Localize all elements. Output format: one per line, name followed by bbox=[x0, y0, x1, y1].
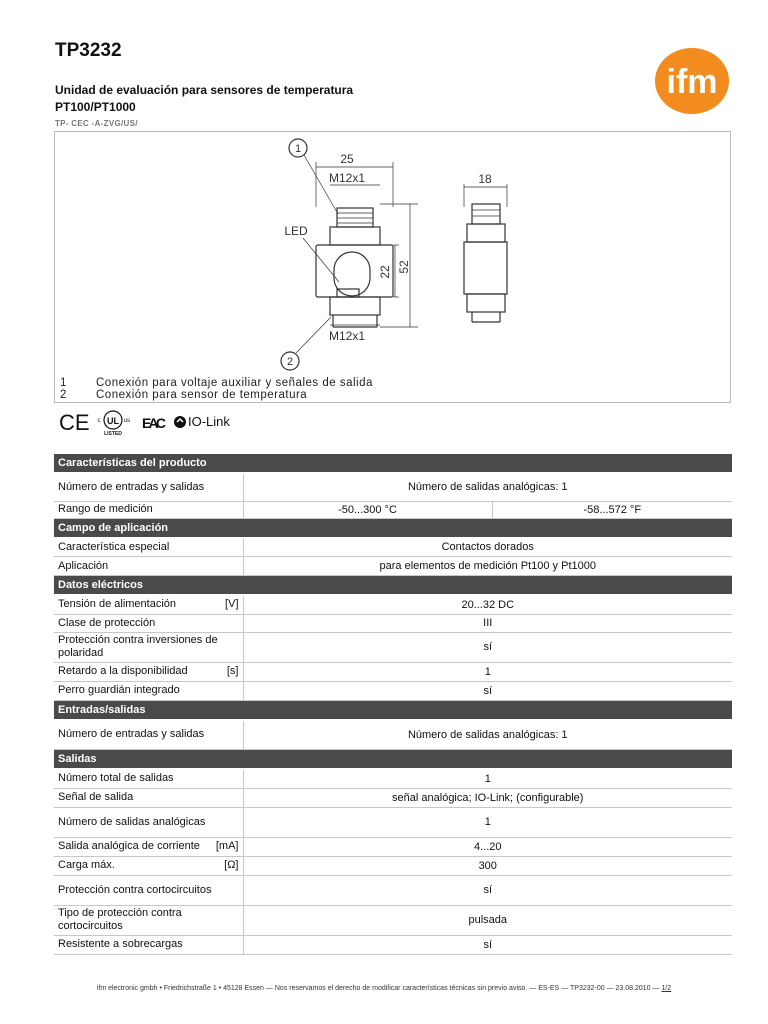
spec-label: Retardo a la disponibilidad bbox=[58, 665, 188, 677]
callout-2-label: 2 bbox=[286, 356, 294, 368]
spec-label: Protección contra inversiones de polaridad bbox=[58, 634, 218, 659]
legend-text: Conexión para voltaje auxiliar y señales de salida bbox=[96, 377, 373, 389]
legend-text: Conexión para sensor de temperatura bbox=[96, 389, 308, 401]
spec-row bbox=[54, 769, 732, 788]
dimension-drawing-box bbox=[54, 131, 731, 403]
svg-text:us: us bbox=[123, 418, 131, 424]
led-label: LED bbox=[284, 224, 308, 238]
spec-value: Contactos dorados bbox=[243, 538, 732, 557]
svg-text:CE: CE bbox=[59, 410, 90, 435]
spec-unit: [Ω] bbox=[224, 859, 239, 871]
spec-value: 4...20 bbox=[243, 837, 732, 856]
spec-label-cell bbox=[54, 788, 243, 807]
spec-label-cell bbox=[54, 837, 243, 856]
spec-label: Característica especial bbox=[58, 540, 170, 553]
spec-label: Aplicación bbox=[58, 559, 109, 572]
spec-label: Tensión de alimentación bbox=[58, 598, 177, 611]
specifications-table bbox=[54, 454, 732, 955]
spec-unit: [mA] bbox=[215, 840, 239, 852]
spec-label-cell bbox=[54, 473, 243, 501]
dim-25: 25 bbox=[340, 152, 354, 166]
dimension-drawing bbox=[55, 132, 732, 404]
spec-unit: [V] bbox=[225, 598, 239, 611]
spec-row bbox=[54, 662, 732, 681]
spec-label: Clase de protección bbox=[58, 616, 156, 629]
dim-22: 22 bbox=[378, 265, 392, 279]
io-link-icon bbox=[172, 409, 244, 435]
spec-value: señal analógica; IO-Link; (configurable) bbox=[243, 788, 732, 807]
spec-row bbox=[54, 905, 732, 935]
spec-value-alt: -58...572 °F bbox=[492, 501, 732, 518]
section-title: Campo de aplicación bbox=[54, 518, 732, 538]
spec-value: pulsada bbox=[243, 905, 732, 935]
spec-value: sí bbox=[243, 632, 732, 662]
svg-text:IO-Link: IO-Link bbox=[188, 414, 230, 429]
dim-m12-top: M12x1 bbox=[328, 171, 366, 185]
spec-row bbox=[54, 632, 732, 662]
section-title: Entradas/salidas bbox=[54, 700, 732, 720]
spec-label: Salida analógica de corriente bbox=[58, 840, 200, 852]
spec-row bbox=[54, 681, 732, 700]
spec-label-cell bbox=[54, 501, 243, 518]
spec-label-cell bbox=[54, 905, 243, 935]
spec-row bbox=[54, 788, 732, 807]
section-header bbox=[54, 700, 732, 720]
spec-row bbox=[54, 807, 732, 837]
legend-item-1 bbox=[60, 377, 373, 389]
spec-row bbox=[54, 856, 732, 875]
svg-text:UL: UL bbox=[107, 416, 119, 426]
dim-18: 18 bbox=[478, 172, 492, 186]
spec-row bbox=[54, 837, 732, 856]
spec-value: para elementos de medición Pt100 y Pt1000 bbox=[243, 557, 732, 576]
spec-row bbox=[54, 557, 732, 576]
spec-value: 300 bbox=[243, 856, 732, 875]
spec-label-cell bbox=[54, 538, 243, 557]
spec-label: Resistente a sobrecargas bbox=[58, 938, 183, 950]
spec-label: Protección contra cortocircuitos bbox=[58, 883, 212, 896]
ifm-logo-icon bbox=[654, 47, 730, 115]
section-header bbox=[54, 518, 732, 538]
spec-label-cell bbox=[54, 807, 243, 837]
svg-text:LISTED: LISTED bbox=[104, 431, 122, 437]
ul-listed-icon bbox=[95, 409, 131, 437]
svg-text:c: c bbox=[97, 418, 101, 424]
spec-label-cell bbox=[54, 595, 243, 614]
spec-label-cell bbox=[54, 614, 243, 632]
spec-value: -50...300 °C bbox=[243, 501, 492, 518]
section-title: Características del producto bbox=[54, 454, 732, 473]
spec-label-cell bbox=[54, 632, 243, 662]
logo-text: ifm bbox=[666, 63, 718, 101]
spec-row bbox=[54, 538, 732, 557]
spec-label-cell bbox=[54, 662, 243, 681]
dim-m12-bottom: M12x1 bbox=[328, 329, 366, 343]
spec-value: sí bbox=[243, 681, 732, 700]
section-header bbox=[54, 576, 732, 596]
spec-value: 1 bbox=[243, 807, 732, 837]
page-footer bbox=[0, 985, 768, 992]
spec-label-cell bbox=[54, 935, 243, 954]
spec-row bbox=[54, 501, 732, 518]
ce-mark-icon bbox=[58, 409, 92, 435]
spec-label: Número de entradas y salidas bbox=[58, 728, 205, 741]
spec-value: 20...32 DC bbox=[243, 595, 732, 614]
spec-row bbox=[54, 473, 732, 501]
legend-num: 2 bbox=[60, 389, 67, 401]
spec-value: Número de salidas analógicas: 1 bbox=[243, 720, 732, 750]
spec-value: Número de salidas analógicas: 1 bbox=[243, 473, 732, 501]
spec-label-cell bbox=[54, 769, 243, 788]
spec-label-cell bbox=[54, 557, 243, 576]
svg-text:EAC: EAC bbox=[142, 415, 166, 431]
spec-label-cell bbox=[54, 720, 243, 750]
spec-label-cell bbox=[54, 681, 243, 700]
section-header bbox=[54, 750, 732, 770]
spec-label: Número de salidas analógicas bbox=[58, 815, 206, 828]
spec-row bbox=[54, 935, 732, 954]
spec-label: Número total de salidas bbox=[58, 772, 174, 785]
spec-value: sí bbox=[243, 935, 732, 954]
spec-value: 1 bbox=[243, 662, 732, 681]
section-title: Salidas bbox=[54, 750, 732, 770]
spec-unit: [s] bbox=[226, 665, 239, 677]
legend-num: 1 bbox=[60, 377, 67, 389]
spec-label: Tipo de protección contra cortocircuitos bbox=[58, 907, 182, 932]
product-code: TP- CEC -A-ZVG/US/ bbox=[55, 119, 138, 128]
dim-52: 52 bbox=[397, 260, 411, 274]
section-title: Datos eléctricos bbox=[54, 576, 732, 596]
page-title: TP3232 bbox=[55, 40, 122, 61]
spec-label: Carga máx. bbox=[58, 859, 115, 871]
section-header bbox=[54, 454, 732, 473]
spec-label: Número de entradas y salidas bbox=[58, 480, 205, 493]
spec-row bbox=[54, 720, 732, 750]
product-subtitle-2: PT100/PT1000 bbox=[55, 100, 136, 114]
spec-label: Rango de medición bbox=[58, 503, 153, 515]
spec-row bbox=[54, 875, 732, 905]
spec-value: sí bbox=[243, 875, 732, 905]
spec-row bbox=[54, 595, 732, 614]
spec-value: 1 bbox=[243, 769, 732, 788]
footer-text: ifm electronic gmbh • Friedrichstraße 1 • 45128 Essen — Nos reservamos el derecho de modificar características técnicas sin previo aviso. — ES-ES — TP3232-00 — 23.08.2010 — bbox=[96, 985, 660, 992]
product-subtitle: Unidad de evaluación para sensores de temperatura bbox=[55, 83, 354, 97]
page-number-link[interactable]: 1/2 bbox=[661, 985, 672, 992]
callout-1-label: 1 bbox=[294, 143, 302, 155]
spec-label: Señal de salida bbox=[58, 791, 134, 803]
spec-label-cell bbox=[54, 875, 243, 905]
spec-label-cell bbox=[54, 856, 243, 875]
spec-row bbox=[54, 614, 732, 632]
eac-mark-icon bbox=[142, 409, 168, 435]
legend-item-2 bbox=[60, 389, 307, 401]
spec-value: III bbox=[243, 614, 732, 632]
spec-label: Perro guardián integrado bbox=[58, 684, 180, 696]
